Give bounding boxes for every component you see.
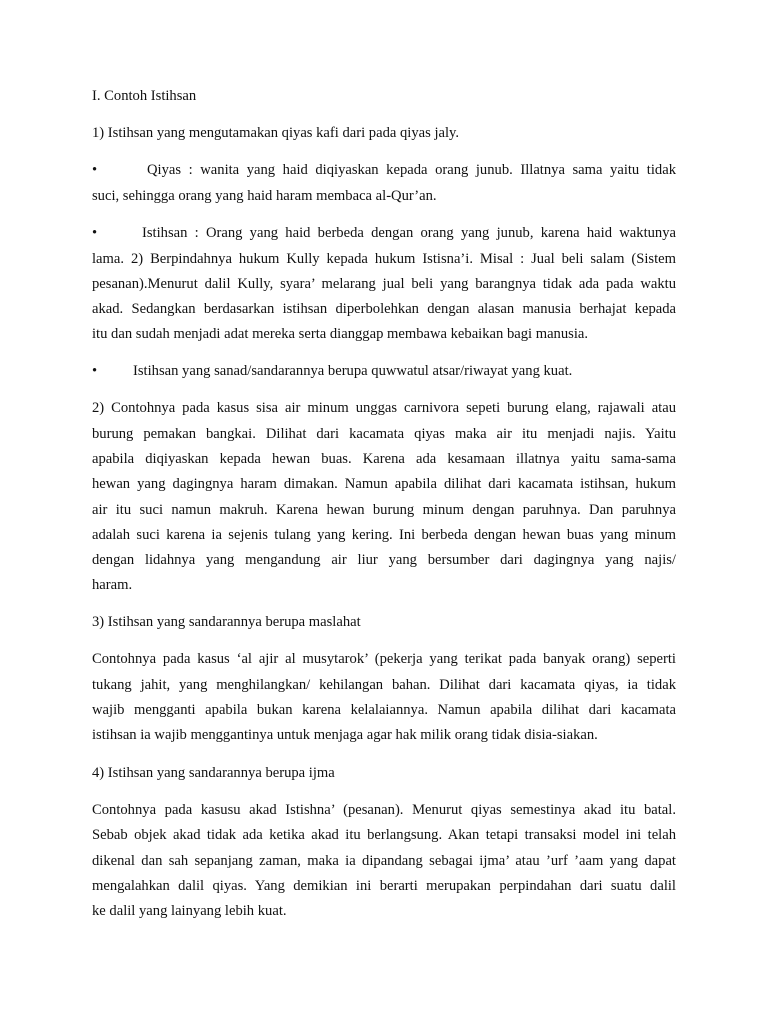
para-2-line-6: adalah suci karena ia sejenis tulang yang kering. Ini berbeda dengan hewan buas yang minum [92, 527, 676, 543]
para-2-line-7: dengan lidahnya yang mengandung air liur yang bersumber dari dagingnya yang najis/ [92, 552, 676, 568]
bullet-dot: • [92, 363, 98, 379]
bullet-3-text: Istihsan yang sanad/sandarannya berupa quwwatul atsar/riwayat yang kuat. [133, 363, 573, 379]
para-2-line-3: apabila diqiyaskan kepada hewan buas. Karena ada kesamaan illatnya yaitu sama-sama [92, 451, 676, 467]
bullet-2-line-3: pesanan).Menurut dalil Kully, syara’ melarang jual beli yang barangnya tidak ada pada waktu [92, 276, 676, 292]
section-1-title: 1) Istihsan yang mengutamakan qiyas kafi dari pada qiyas jaly. [92, 125, 460, 141]
bullet-dot: • [92, 162, 98, 178]
para-4-line-2: Sebab objek akad tidak ada ketika akad itu berlangsung. Akan tetapi transaksi model ini telah [92, 827, 676, 843]
bullet-2-line-2: lama. 2) Berpindahnya hukum Kully kepada hukum Istisna’i. Misal : Jual beli salam (Sistem [92, 251, 676, 267]
bullet-2-line-5: itu dan sudah menjadi adat mereka serta dianggap membawa kebaikan bagi manusia. [92, 326, 589, 342]
heading: I. Contoh Istihsan [92, 88, 197, 104]
para-2-line-1: 2) Contohnya pada kasus sisa air minum unggas carnivora sepeti burung elang, rajawali atau [92, 400, 676, 416]
para-3-line-2: tukang jahit, yang menghilangkan/ kehilangan bahan. Dilihat dari kacamata qiyas, ia tidak [92, 677, 676, 693]
bullet-dot: • [92, 225, 98, 241]
para-4-line-3: dikenal dan sah sepanjang zaman, maka ia dipandang sebagai ijma’ atau ’urf ’aam yang dapat [92, 853, 676, 869]
para-4-line-1: Contohnya pada kasusu akad Istishna’ (pesanan). Menurut qiyas semestinya akad itu batal. [92, 802, 676, 818]
bullet-2-line-4: akad. Sedangkan berdasarkan istihsan diperbolehkan dengan alasan manusia berhajat kepada [92, 301, 676, 317]
bullet-3-line-1 [92, 361, 676, 381]
section-4-title: 4) Istihsan yang sandarannya berupa ijma [92, 765, 335, 781]
bullet-1-line-2: suci, sehingga orang yang haid haram membaca al-Qur’an. [92, 188, 437, 204]
bullet-1-text: Qiyas : wanita yang haid diqiyaskan kepada orang junub. Illatnya sama yaitu tidak [147, 162, 676, 178]
bullet-2-text: Istihsan : Orang yang haid berbeda dengan orang yang junub, karena haid waktunya [142, 225, 676, 241]
bullet-2-line-1 [92, 223, 676, 243]
section-3-title: 3) Istihsan yang sandarannya berupa maslahat [92, 614, 361, 630]
para-3-line-4: istihsan ia wajib menggantinya untuk menjaga agar hak milik orang tidak disia-siakan. [92, 727, 598, 743]
para-3-line-1: Contohnya pada kasus ‘al ajir al musytarok’ (pekerja yang terikat pada banyak orang) seperti [92, 651, 676, 667]
para-2-line-5: air itu suci namun makruh. Karena hewan burung minum dengan paruhnya. Dan paruhnya [92, 502, 676, 518]
para-2-line-8: haram. [92, 577, 133, 593]
para-2-line-4: hewan yang dagingnya haram dimakan. Namun apabila dilihat dari kacamata istihsan, hukum [92, 476, 676, 492]
para-3-line-3: wajib mengganti apabila bukan karena kelalaiannya. Namun apabila dilihat dari kacamata [92, 702, 676, 718]
bullet-1-line-1 [92, 160, 676, 180]
para-4-line-4: mengalahkan dalil qiyas. Yang demikian ini berarti merupakan perpindahan dari suatu dalil [92, 878, 676, 894]
para-2-line-2: burung pemakan bangkai. Dilihat dari kacamata qiyas maka air itu menjadi najis. Yaitu [92, 426, 676, 442]
para-4-line-5: ke dalil yang lainyang lebih kuat. [92, 903, 287, 919]
